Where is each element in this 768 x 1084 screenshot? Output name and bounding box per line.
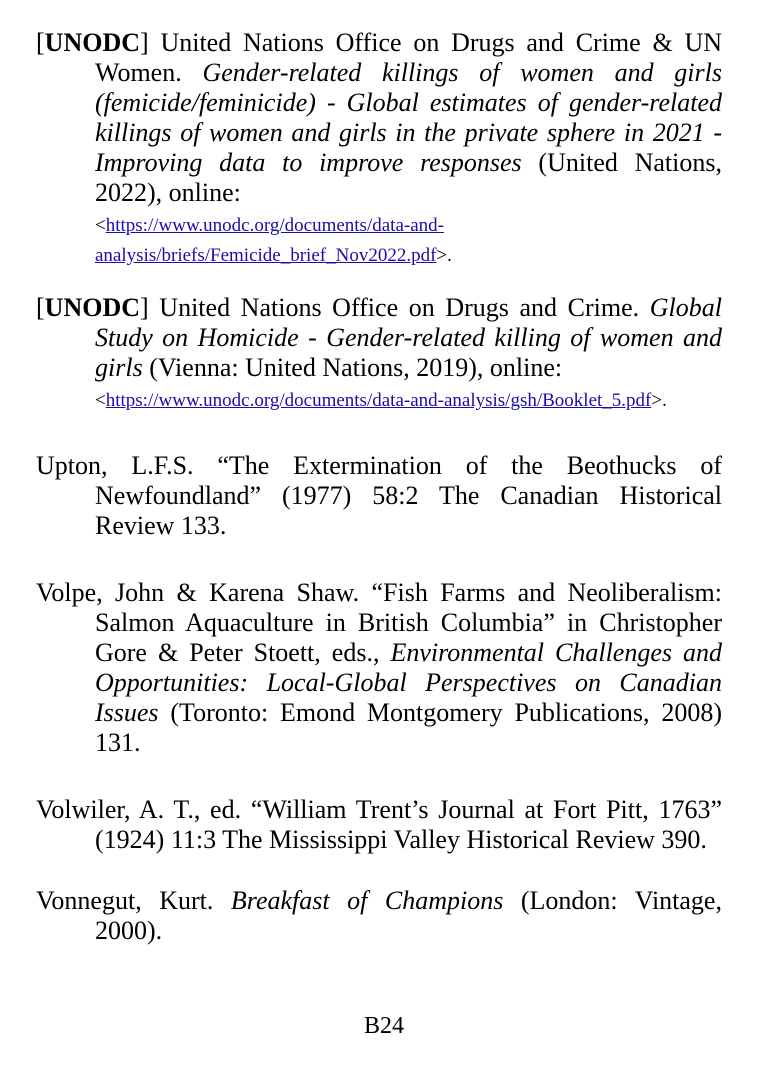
reference-title: Gender-related killings of women and girls (femicide/feminicide) - Global estimates of gender-related killings of women and girls in the private sphere in 2021 - Improving data to improve responses <box>95 58 722 177</box>
reference-title: Breakfast of Champions <box>230 886 504 915</box>
reference-authors: Vonnegut, Kurt. <box>36 886 231 915</box>
bibliography-page <box>36 28 722 946</box>
reference-publisher: (United Nations, 2022), online: <box>95 148 722 207</box>
reference-authors: United Nations Office on Drugs and Crime. <box>148 293 650 322</box>
reference-entry <box>36 28 722 268</box>
reference-authors: Volpe, John & Karena Shaw. “Fish Farms and Neoliberalism: Salmon Aquaculture in British Columbia” in Christopher Gore & Peter Stoett, eds., <box>36 578 722 667</box>
reference-link[interactable]: https://www.unodc.org/documents/data-and-analysis/briefs/Femicide_brief_Nov2022.pdf <box>95 215 444 266</box>
bracket-close: ] <box>140 28 149 57</box>
reference-entry <box>36 293 722 413</box>
reference-url-line <box>95 390 667 411</box>
reference-title: Global Study on Homicide - Gender-related killing of women and girls <box>95 293 722 382</box>
reference-text: Volwiler, A. T., ed. “William Trent’s Journal at Fort Pitt, 1763” (1924) 11:3 The Mississippi Valley Historical Review 390. <box>36 795 722 854</box>
url-open-bracket: < <box>95 215 106 236</box>
page-number: B24 <box>363 1013 404 1039</box>
reference-publisher: (Vienna: United Nations, 2019), online: <box>142 353 563 382</box>
reference-entry <box>36 578 722 758</box>
reference-entry <box>36 795 722 855</box>
reference-publisher: (London: Vintage, 2000). <box>95 886 722 945</box>
url-close-bracket: >. <box>651 390 667 411</box>
reference-title: Environmental Challenges and Opportunities: Local-Global Perspectives on Canadian Issues <box>95 638 722 727</box>
reference-link[interactable]: https://www.unodc.org/documents/data-and-analysis/gsh/Booklet_5.pdf <box>105 390 652 411</box>
reference-text: Upton, L.F.S. “The Extermination of the Beothucks of Newfoundland” (1977) 58:2 The Canadian Historical Review 133. <box>36 451 722 540</box>
url-open-bracket: < <box>95 390 106 411</box>
bracket-open: [ <box>36 28 45 57</box>
url-close-bracket: >. <box>436 245 452 266</box>
reference-entry <box>36 886 722 946</box>
reference-abbreviation: UNODC <box>44 293 141 322</box>
reference-publisher: (Toronto: Emond Montgomery Publications, 2008) 131. <box>95 698 722 757</box>
bracket-close: ] <box>140 293 149 322</box>
reference-authors: United Nations Office on Drugs and Crime & UN Women. <box>95 28 722 87</box>
reference-entry <box>36 451 722 541</box>
bracket-open: [ <box>36 293 45 322</box>
reference-url-line <box>95 215 452 266</box>
reference-abbreviation: UNODC <box>44 28 141 57</box>
